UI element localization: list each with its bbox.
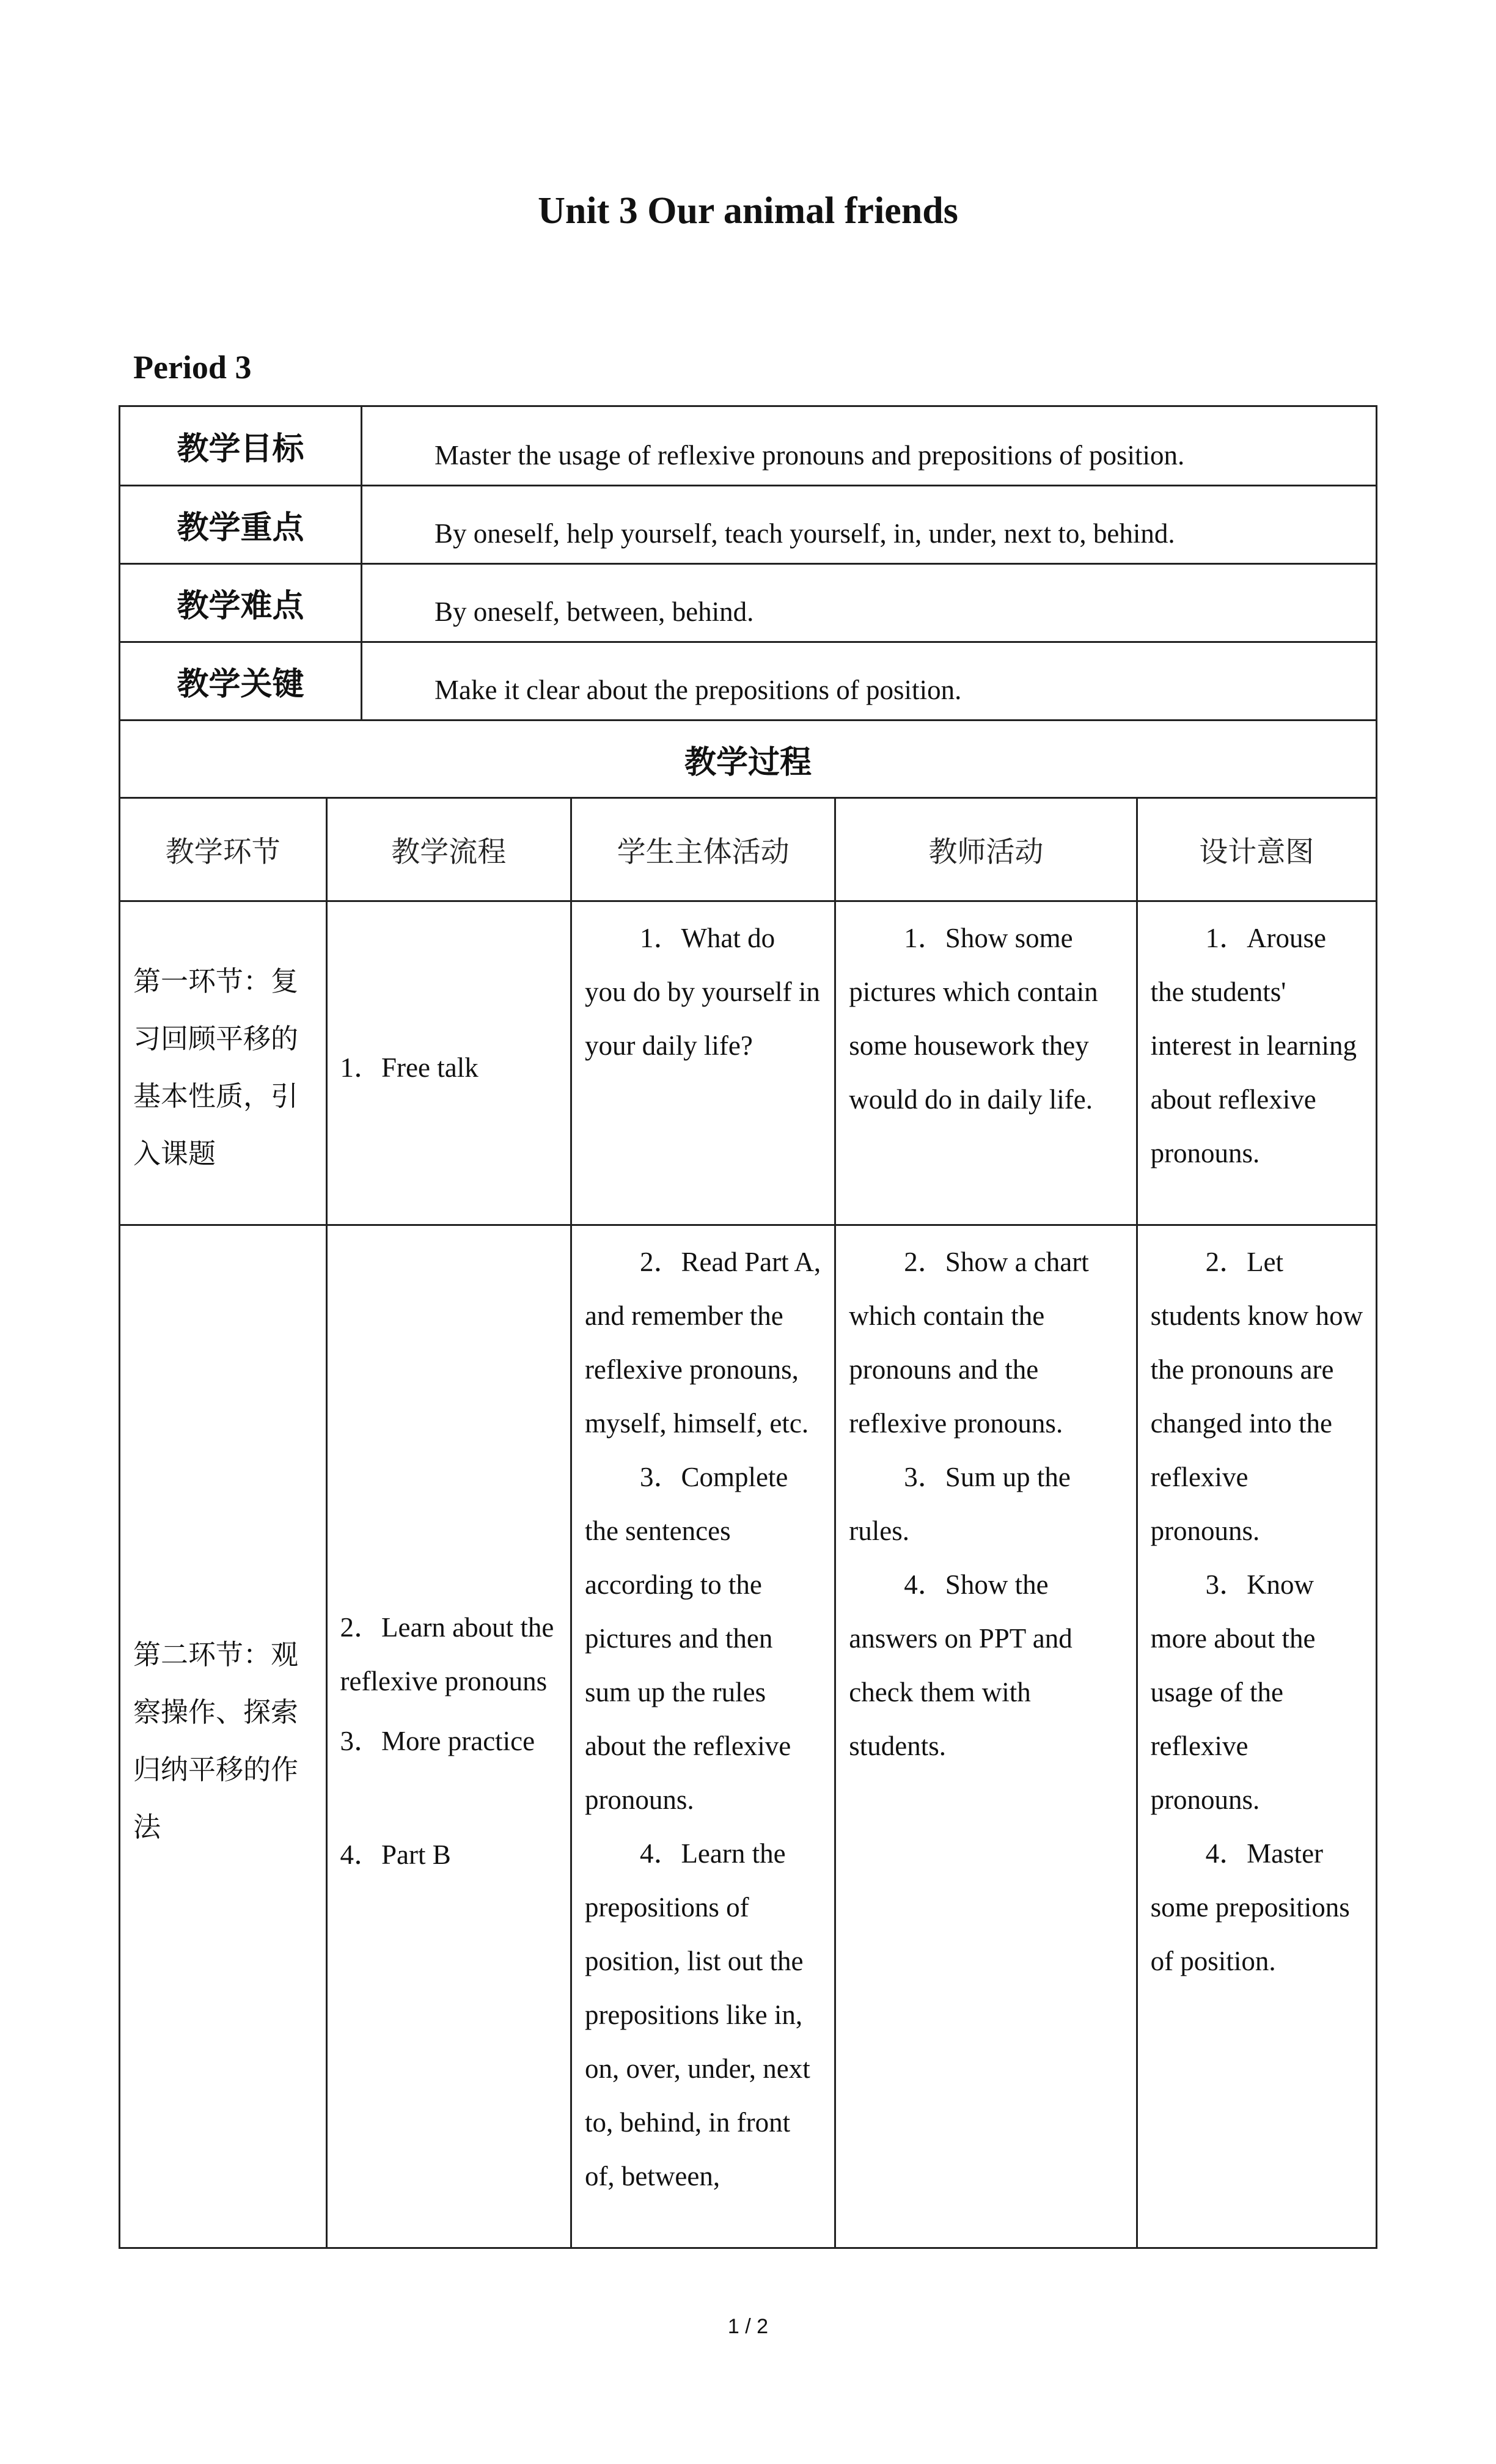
info-row xyxy=(119,405,1377,486)
flow-text: 4．Part B xyxy=(340,1839,451,1870)
student-text: 4．Learn the prepositions of position, list out the prepositions like in, on, over, under, next to, behind, in front of, between, xyxy=(584,1838,810,2191)
intent-text: 4．Master some prepositions of position. xyxy=(1150,1838,1350,1976)
flow-cell xyxy=(328,902,572,1226)
intent-text: 3．Know more about the usage of the reflexive pronouns. xyxy=(1150,1569,1316,1815)
student-cell xyxy=(572,1226,836,2249)
period-label: Period 3 xyxy=(133,349,252,386)
column-header: 教学环节 xyxy=(120,799,328,902)
column-header: 学生主体活动 xyxy=(572,799,836,902)
intent-cell xyxy=(1138,1226,1377,2249)
info-row xyxy=(119,643,1377,721)
info-value: Make it clear about the prepositions of position. xyxy=(362,643,1377,721)
student-cell xyxy=(572,902,836,1226)
intent-text: 1．Arouse the students' interest in learning about reflexive pronouns. xyxy=(1150,923,1357,1168)
table-row xyxy=(119,1226,1377,2249)
teacher-text: 4．Show the answers on PPT and check them with students. xyxy=(849,1569,1072,1761)
student-text: 3．Complete the sentences according to the pictures and then sum up the rules about the reflexive pronouns. xyxy=(584,1462,791,1815)
stage-cell xyxy=(120,1226,328,2249)
intent-cell xyxy=(1138,902,1377,1226)
student-text: 1．What do you do by yourself in your daily life? xyxy=(584,923,820,1061)
info-label: 教学关键 xyxy=(120,643,362,721)
intent-text: 2．Let students know how the pronouns are changed into the reflexive pronouns. xyxy=(1150,1247,1363,1546)
flow-cell xyxy=(328,1226,572,2249)
lesson-table xyxy=(119,405,1377,2249)
process-title: 教学过程 xyxy=(120,721,1377,799)
info-row xyxy=(119,486,1377,565)
info-label: 教学目标 xyxy=(120,407,362,486)
teacher-text: 3．Sum up the rules. xyxy=(849,1462,1071,1546)
info-label: 教学难点 xyxy=(120,565,362,643)
student-text: 2．Read Part A, and remember the reflexive pronouns, myself, himself, etc. xyxy=(584,1247,821,1439)
column-header: 教学流程 xyxy=(328,799,572,902)
teacher-cell xyxy=(836,1226,1137,2249)
page-number: 1 / 2 xyxy=(727,2315,769,2338)
stage-cell xyxy=(120,902,328,1226)
process-title-row xyxy=(119,721,1377,799)
stage-text: 第二环节：观察操作、探索归纳平移的作法 xyxy=(133,1638,299,1843)
info-row xyxy=(119,565,1377,643)
page-title: Unit 3 Our animal friends xyxy=(538,190,958,232)
column-header: 设计意图 xyxy=(1138,799,1377,902)
flow-text: 2．Learn about the reflexive pronouns xyxy=(340,1612,554,1696)
stage-text: 第一环节：复习回顾平移的基本性质，引入课题 xyxy=(133,965,299,1170)
info-value: Master the usage of reflexive pronouns and prepositions of position. xyxy=(362,407,1377,486)
teacher-text: 1．Show some pictures which contain some housework they would do in daily life. xyxy=(849,923,1098,1115)
header-row xyxy=(119,799,1377,902)
flow-text: 3．More practice xyxy=(340,1726,535,1756)
info-label: 教学重点 xyxy=(120,486,362,565)
teacher-text: 2．Show a chart which contain the pronouns and the reflexive pronouns. xyxy=(849,1247,1089,1439)
flow-text: 1．Free talk xyxy=(340,1052,479,1083)
teacher-cell xyxy=(836,902,1137,1226)
info-value: By oneself, between, behind. xyxy=(362,565,1377,643)
info-value: By oneself, help yourself, teach yourself, in, under, next to, behind. xyxy=(362,486,1377,565)
column-header: 教师活动 xyxy=(836,799,1137,902)
table-row xyxy=(119,902,1377,1226)
